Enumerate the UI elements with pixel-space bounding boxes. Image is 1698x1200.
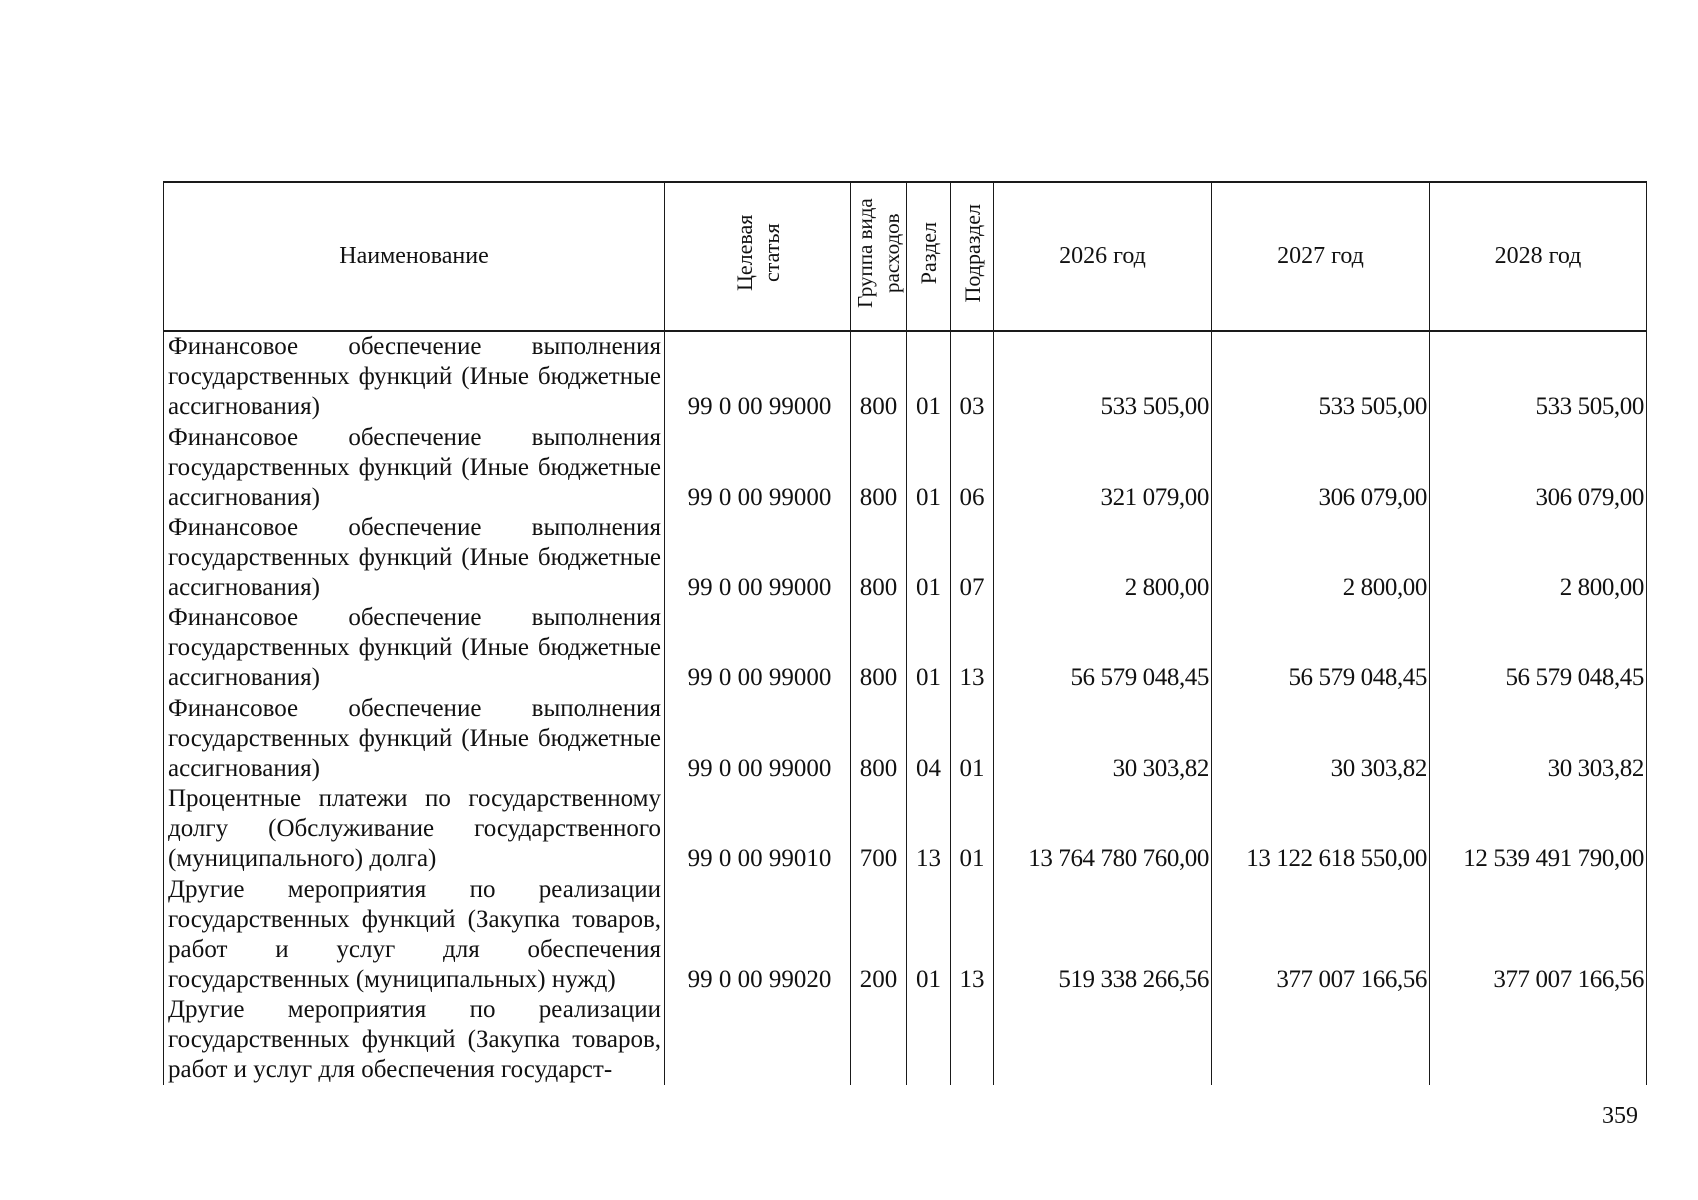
cell-name: Другие мероприятия по реализации государственных функций (Закупка товаров, работ и услуг для обеспечения государст- — [164, 995, 665, 1085]
cell-2028: 12 539 491 790,00 — [1430, 784, 1647, 874]
cell-name: Финансовое обеспечение выполнения государственных функций (Иные бюджетные ассигнования) — [164, 603, 665, 693]
cell-expense-group — [851, 995, 907, 1085]
cell-2027: 2 800,00 — [1212, 513, 1430, 603]
cell-target-article: 99 0 00 99000 — [665, 422, 851, 512]
cell-2026: 533 505,00 — [994, 331, 1212, 422]
cell-subsection: 03 — [951, 331, 994, 422]
cell-subsection: 13 — [951, 874, 994, 994]
cell-section: 01 — [907, 513, 951, 603]
table-row — [164, 995, 1647, 1085]
cell-2027 — [1212, 995, 1430, 1085]
table-body — [164, 331, 1647, 1085]
cell-expense-group: 800 — [851, 693, 907, 783]
cell-2028: 30 303,82 — [1430, 693, 1647, 783]
cell-expense-group: 200 — [851, 874, 907, 994]
cell-subsection: 01 — [951, 693, 994, 783]
cell-subsection: 01 — [951, 784, 994, 874]
cell-name: Другие мероприятия по реализации государственных функций (Закупка товаров, работ и услуг для обеспечения государственных (муниципальных) нужд) — [164, 874, 665, 994]
table-row — [164, 603, 1647, 693]
cell-expense-group: 800 — [851, 603, 907, 693]
cell-2027: 306 079,00 — [1212, 422, 1430, 512]
header-name: Наименование — [164, 182, 665, 331]
header-subsection — [951, 182, 994, 331]
cell-section — [907, 995, 951, 1085]
page-number: 359 — [1602, 1103, 1638, 1129]
cell-2026: 321 079,00 — [994, 422, 1212, 512]
cell-subsection: 13 — [951, 603, 994, 693]
cell-2028 — [1430, 995, 1647, 1085]
header-expense-group-text: Группа вида расходов — [852, 198, 904, 308]
cell-section: 01 — [907, 331, 951, 422]
cell-section: 01 — [907, 874, 951, 994]
budget-table — [163, 181, 1647, 1085]
table-row — [164, 422, 1647, 512]
cell-2026 — [994, 995, 1212, 1085]
cell-subsection — [951, 995, 994, 1085]
cell-subsection: 07 — [951, 513, 994, 603]
cell-2028: 533 505,00 — [1430, 331, 1647, 422]
header-section — [907, 182, 951, 331]
cell-2028: 306 079,00 — [1430, 422, 1647, 512]
header-2026: 2026 год — [994, 182, 1212, 331]
cell-target-article: 99 0 00 99020 — [665, 874, 851, 994]
cell-expense-group: 800 — [851, 331, 907, 422]
cell-2028: 56 579 048,45 — [1430, 603, 1647, 693]
cell-subsection: 06 — [951, 422, 994, 512]
cell-target-article: 99 0 00 99000 — [665, 603, 851, 693]
cell-expense-group: 800 — [851, 513, 907, 603]
cell-name: Финансовое обеспечение выполнения государственных функций (Иные бюджетные ассигнования) — [164, 331, 665, 422]
table-row — [164, 693, 1647, 783]
header-target-article — [665, 182, 851, 331]
cell-2026: 30 303,82 — [994, 693, 1212, 783]
cell-section: 01 — [907, 422, 951, 512]
cell-expense-group: 800 — [851, 422, 907, 512]
cell-2027: 377 007 166,56 — [1212, 874, 1430, 994]
cell-2027: 533 505,00 — [1212, 331, 1430, 422]
header-2028: 2028 год — [1430, 182, 1647, 331]
header-expense-group — [851, 182, 907, 331]
header-2027: 2027 год — [1212, 182, 1430, 331]
cell-section: 01 — [907, 603, 951, 693]
header-row — [164, 182, 1647, 331]
cell-2026: 56 579 048,45 — [994, 603, 1212, 693]
cell-name: Финансовое обеспечение выполнения государственных функций (Иные бюджетные ассигнования) — [164, 513, 665, 603]
cell-target-article — [665, 995, 851, 1085]
table-row — [164, 513, 1647, 603]
cell-2026: 519 338 266,56 — [994, 874, 1212, 994]
cell-target-article: 99 0 00 99010 — [665, 784, 851, 874]
cell-target-article: 99 0 00 99000 — [665, 513, 851, 603]
cell-expense-group: 700 — [851, 784, 907, 874]
cell-target-article: 99 0 00 99000 — [665, 693, 851, 783]
table-row — [164, 874, 1647, 994]
table-row — [164, 784, 1647, 874]
cell-section: 13 — [907, 784, 951, 874]
cell-2027: 13 122 618 550,00 — [1212, 784, 1430, 874]
cell-2028: 2 800,00 — [1430, 513, 1647, 603]
cell-name: Процентные платежи по государственному долгу (Обслуживание государственного (муниципального) долга) — [164, 784, 665, 874]
header-subsection-text: Подраздел — [959, 203, 985, 303]
cell-2027: 30 303,82 — [1212, 693, 1430, 783]
table-row — [164, 331, 1647, 422]
cell-2026: 2 800,00 — [994, 513, 1212, 603]
cell-name: Финансовое обеспечение выполнения государственных функций (Иные бюджетные ассигнования) — [164, 693, 665, 783]
cell-2027: 56 579 048,45 — [1212, 603, 1430, 693]
cell-name: Финансовое обеспечение выполнения государственных функций (Иные бюджетные ассигнования) — [164, 422, 665, 512]
cell-2028: 377 007 166,56 — [1430, 874, 1647, 994]
cell-target-article: 99 0 00 99000 — [665, 331, 851, 422]
header-target-article-text: Целевая статья — [731, 214, 784, 292]
cell-section: 04 — [907, 693, 951, 783]
cell-2026: 13 764 780 760,00 — [994, 784, 1212, 874]
header-section-text: Раздел — [916, 221, 941, 285]
